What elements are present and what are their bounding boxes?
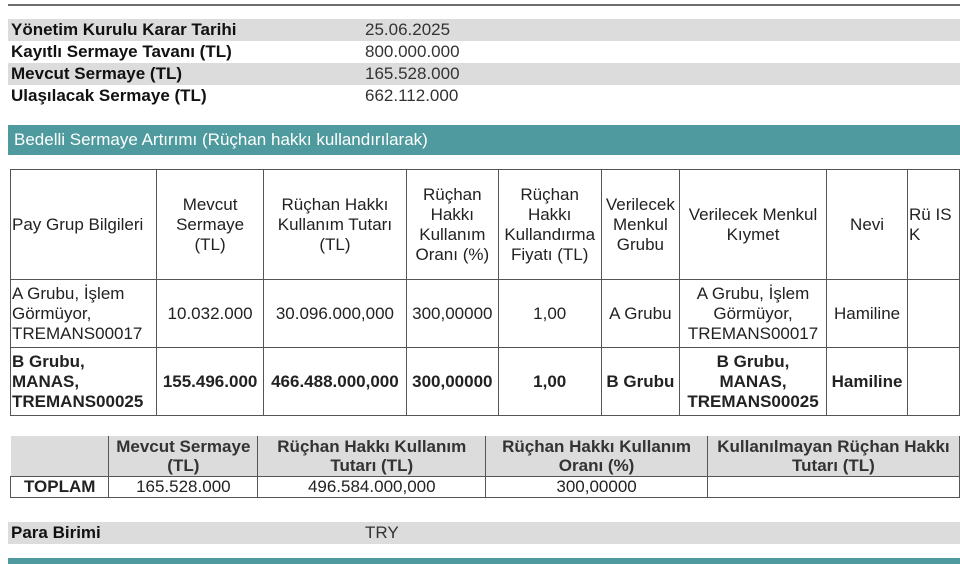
col-header: Mevcut Sermaye (TL) (109, 436, 258, 477)
total-header-row (11, 436, 960, 477)
info-row-current-capital (8, 63, 960, 85)
cell (707, 477, 959, 498)
table-header-row (11, 170, 960, 280)
cell: B Grubu (601, 348, 679, 416)
col-header: Verilecek Menkul Grubu (601, 170, 679, 280)
col-header: Nevi (827, 170, 908, 280)
cell: 466.488.000,000 (263, 348, 406, 416)
cell: 300,00000 (407, 348, 499, 416)
info-value: 165.528.000 (365, 64, 460, 83)
cell: 1,00 (498, 348, 601, 416)
currency-value: TRY (365, 523, 399, 542)
cell: 1,00 (498, 280, 601, 348)
info-label: Mevcut Sermaye (TL) (11, 64, 182, 83)
info-label: Kayıtlı Sermaye Tavanı (TL) (11, 42, 232, 61)
cell: B Grubu, MANAS, TREMANS00025 (679, 348, 826, 416)
section-title: Bedelli Sermaye Artırımı (Rüçhan hakkı kullandırılarak) (14, 130, 428, 149)
col-header: Verilecek Menkul Kıymet (679, 170, 826, 280)
col-header: Rüçhan Hakkı Kullandırma Fiyatı (TL) (498, 170, 601, 280)
currency-label: Para Birimi (11, 523, 101, 542)
info-row-capital-ceiling (8, 41, 960, 63)
cell: Hamiline (827, 348, 908, 416)
table-row (11, 348, 960, 416)
currency-row (8, 522, 960, 544)
rights-issue-table (10, 169, 960, 416)
section-header (8, 125, 960, 155)
col-header: Pay Grup Bilgileri (11, 170, 157, 280)
info-label: Yönetim Kurulu Karar Tarihi (11, 20, 237, 39)
cell: 165.528.000 (109, 477, 258, 498)
cell: Hamiline (827, 280, 908, 348)
total-table-viewport (0, 436, 960, 500)
cell: B Grubu, MANAS, TREMANS00025 (11, 348, 157, 416)
col-header: Kullanılmayan Rüçhan Hakkı Tutarı (TL) (707, 436, 959, 477)
info-value: 662.112.000 (365, 86, 459, 105)
col-header (11, 436, 109, 477)
col-header: Rüçhan Hakkı Kullanım Tutarı (TL) (263, 170, 406, 280)
cell (908, 348, 960, 416)
col-header: Rüçhan Hakkı Kullanım Oranı (%) (486, 436, 708, 477)
cell: 496.584.000,000 (258, 477, 486, 498)
cell: 300,00000 (407, 280, 499, 348)
total-row (11, 477, 960, 498)
cell: A Grubu, İşlem Görmüyor, TREMANS00017 (679, 280, 826, 348)
info-row-decision-date (8, 19, 960, 41)
cell: 300,00000 (486, 477, 708, 498)
section-header-next (8, 558, 960, 564)
cell: 10.032.000 (157, 280, 263, 348)
info-value: 25.06.2025 (365, 20, 451, 39)
col-header: Mevcut Sermaye (TL) (157, 170, 263, 280)
col-header: Rü IS K (908, 170, 960, 280)
col-header: Rüçhan Hakkı Kullanım Oranı (%) (407, 170, 499, 280)
cell: A Grubu (601, 280, 679, 348)
info-row-target-capital (8, 85, 960, 107)
info-label: Ulaşılacak Sermaye (TL) (11, 86, 207, 105)
total-label: TOPLAM (11, 477, 109, 498)
decision-info (8, 19, 960, 107)
total-table (10, 436, 960, 498)
top-divider (8, 4, 960, 6)
cell: A Grubu, İşlem Görmüyor, TREMANS00017 (11, 280, 157, 348)
cell: 30.096.000,000 (263, 280, 406, 348)
cell (908, 280, 960, 348)
main-table-viewport (0, 160, 960, 420)
table-row (11, 280, 960, 348)
cell: 155.496.000 (157, 348, 263, 416)
col-header: Rüçhan Hakkı Kullanım Tutarı (TL) (258, 436, 486, 477)
info-value: 800.000.000 (365, 42, 460, 61)
